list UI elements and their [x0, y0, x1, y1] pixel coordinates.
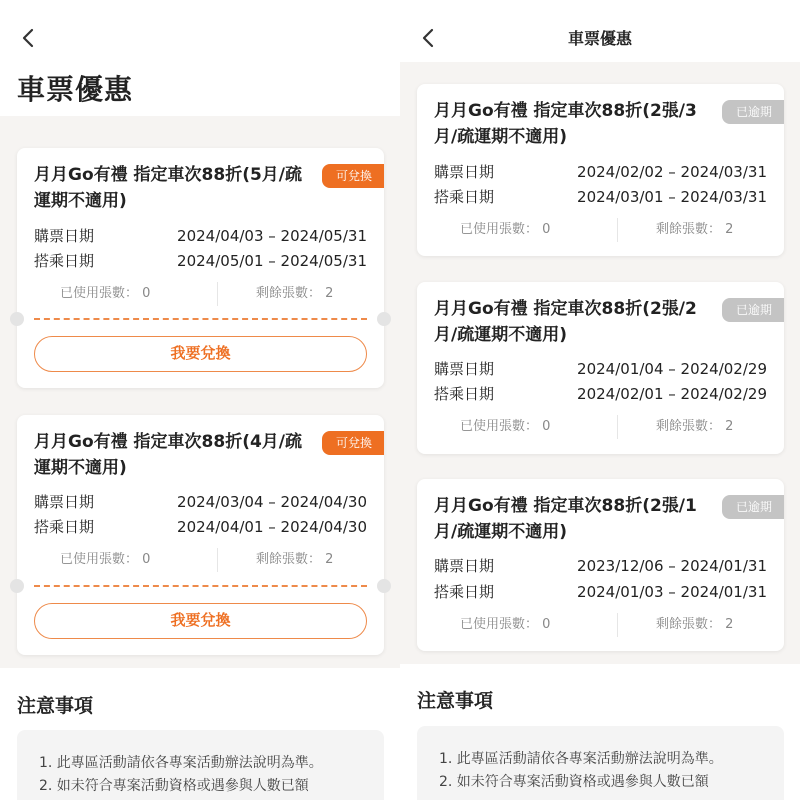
purchase-date-value: 2023/12/06 – 2024/01/31: [577, 557, 767, 575]
divider: [617, 613, 618, 637]
page-title: 車票優惠: [17, 73, 134, 106]
header-title: 車票優惠: [567, 29, 632, 48]
divider: [617, 415, 618, 439]
used-count: 已使用張數： 0: [460, 419, 551, 434]
used-count: 已使用張數： 0: [60, 552, 151, 567]
status-badge: 已逾期: [722, 298, 784, 322]
purchase-date-label: 購票日期: [434, 557, 495, 575]
notes-box: [17, 730, 384, 800]
purchase-date-row: [434, 160, 767, 184]
top-bar: [0, 0, 400, 116]
divider: [217, 282, 218, 306]
remaining-count: 剩餘張數： 2: [656, 419, 734, 434]
top-bar: [400, 0, 800, 62]
coupon-title: 月月Go有禮 指定車次88折(2張/1月/疏運期不適用): [434, 496, 697, 542]
status-badge: 可兌換: [322, 164, 384, 188]
ride-date-row: [434, 185, 767, 209]
dashed-divider: [34, 318, 367, 320]
divider: [617, 218, 618, 242]
ride-date-label: 搭乘日期: [434, 188, 495, 206]
ticket-count-row: [434, 415, 767, 439]
coupon-card: [17, 415, 384, 655]
ride-date-row: [34, 249, 367, 273]
ride-date-label: 搭乘日期: [434, 385, 495, 403]
ride-date-row: [434, 382, 767, 406]
purchase-date-label: 購票日期: [34, 227, 95, 245]
ride-date-row: [34, 515, 367, 539]
used-count: 已使用張數： 0: [460, 617, 551, 632]
notes-section: [400, 664, 800, 800]
coupon-title: 月月Go有禮 指定車次88折(4月/疏運期不適用): [34, 432, 303, 478]
coupon-title: 月月Go有禮 指定車次88折(2張/3月/疏運期不適用): [434, 101, 697, 147]
notes-title: 注意事項: [17, 695, 94, 717]
coupon-title: 月月Go有禮 指定車次88折(2張/2月/疏運期不適用): [434, 299, 697, 345]
purchase-date-value: 2024/02/02 – 2024/03/31: [577, 163, 767, 181]
ride-date-label: 搭乘日期: [34, 518, 95, 536]
purchase-date-label: 購票日期: [34, 493, 95, 511]
divider: [217, 548, 218, 572]
coupon-card: [417, 282, 784, 454]
notes-box: [417, 726, 784, 800]
ride-date-value: 2024/01/03 – 2024/01/31: [577, 583, 767, 601]
ticket-count-row: [434, 613, 767, 637]
ride-date-value: 2024/03/01 – 2024/03/31: [577, 188, 767, 206]
purchase-date-row: [434, 357, 767, 381]
status-badge: 已逾期: [722, 495, 784, 519]
coupon-card: [17, 148, 384, 388]
ticket-count-row: [34, 282, 367, 306]
coupon-card: [417, 84, 784, 256]
coupon-card: [417, 479, 784, 651]
used-count: 已使用張數： 0: [460, 222, 551, 237]
ride-date-row: [434, 580, 767, 604]
note-item: 2. 如未符合專案活動資格或遇參與人數已額: [439, 774, 709, 790]
purchase-date-value: 2024/03/04 – 2024/04/30: [177, 493, 367, 511]
purchase-date-value: 2024/01/04 – 2024/02/29: [577, 360, 767, 378]
ticket-notch-left: [10, 579, 24, 593]
ticket-count-row: [34, 548, 367, 572]
remaining-count: 剩餘張數： 2: [256, 552, 334, 567]
remaining-count: 剩餘張數： 2: [256, 286, 334, 301]
ride-date-value: 2024/04/01 – 2024/04/30: [177, 518, 367, 536]
expired-screen: [400, 0, 800, 800]
ride-date-label: 搭乘日期: [434, 583, 495, 601]
note-item: 2. 如未符合專案活動資格或遇參與人數已額: [39, 778, 309, 794]
ticket-notch-left: [10, 312, 24, 326]
redeem-button[interactable]: 我要兌換: [34, 603, 367, 639]
remaining-count: 剩餘張數： 2: [656, 222, 734, 237]
purchase-date-row: [34, 224, 367, 248]
notes-title: 注意事項: [417, 690, 494, 712]
ride-date-label: 搭乘日期: [34, 252, 95, 270]
coupon-title: 月月Go有禮 指定車次88折(5月/疏運期不適用): [34, 165, 303, 211]
status-badge: 已逾期: [722, 100, 784, 124]
remaining-count: 剩餘張數： 2: [656, 617, 734, 632]
purchase-date-row: [34, 490, 367, 514]
ride-date-value: 2024/02/01 – 2024/02/29: [577, 385, 767, 403]
used-count: 已使用張數： 0: [60, 286, 151, 301]
purchase-date-label: 購票日期: [434, 360, 495, 378]
purchase-date-row: [434, 554, 767, 578]
status-badge: 可兌換: [322, 431, 384, 455]
ticket-notch-right: [377, 579, 391, 593]
chevron-left-icon[interactable]: [18, 27, 40, 49]
note-item: 1. 此專區活動請依各專案活動辦法說明為準。: [439, 751, 723, 767]
dashed-divider: [34, 585, 367, 587]
ticket-count-row: [434, 218, 767, 242]
purchase-date-value: 2024/04/03 – 2024/05/31: [177, 227, 367, 245]
note-item: 1. 此專區活動請依各專案活動辦法說明為準。: [39, 755, 323, 771]
redeem-button[interactable]: 我要兌換: [34, 336, 367, 372]
notes-section: [0, 668, 400, 800]
ride-date-value: 2024/05/01 – 2024/05/31: [177, 252, 367, 270]
purchase-date-label: 購票日期: [434, 163, 495, 181]
ticket-notch-right: [377, 312, 391, 326]
